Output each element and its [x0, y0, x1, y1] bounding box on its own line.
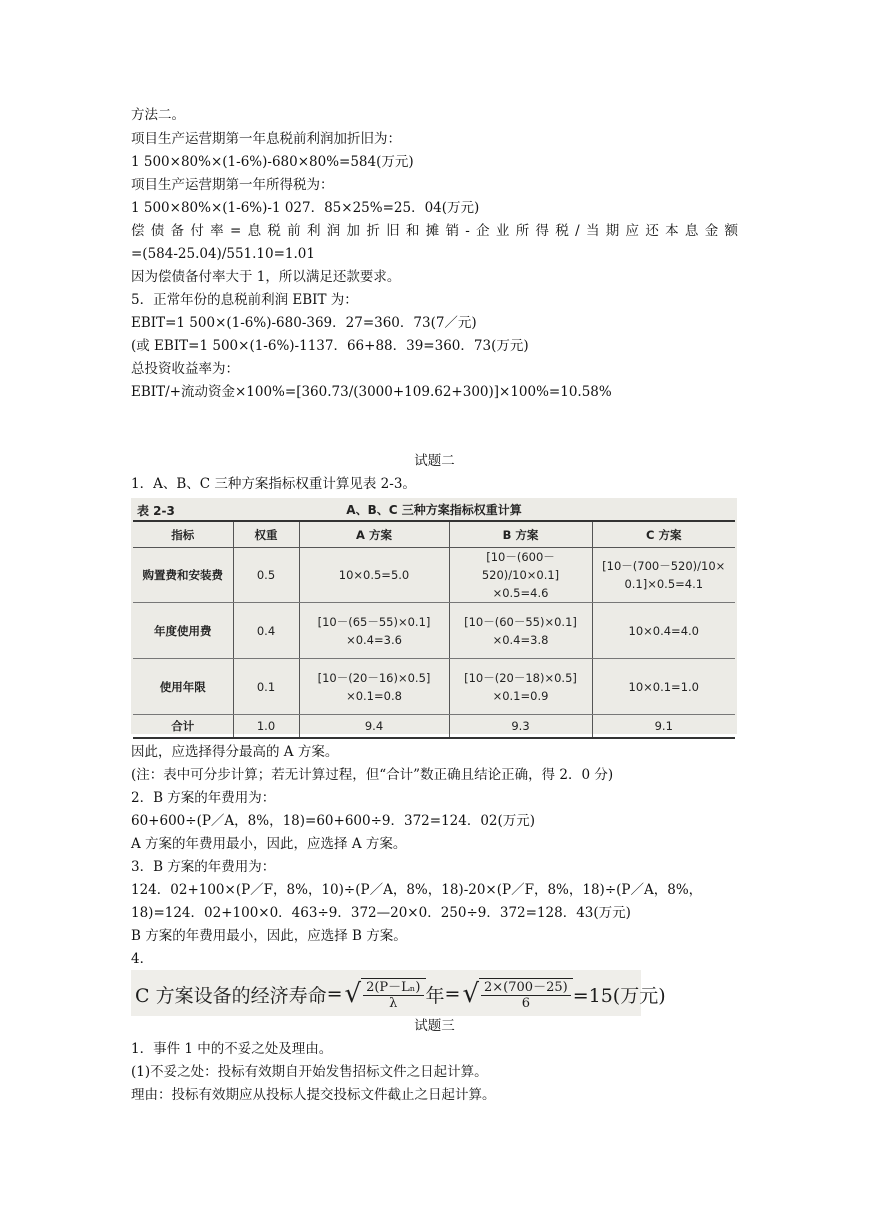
table-cell: [10－(20－16)×0.5] ×0.1=0.8	[299, 659, 449, 715]
text-line: 18)=124．02+100×0．463÷9．372—20×0．250÷9．372=128．43(万元)	[131, 905, 631, 921]
sqrt-icon: √	[344, 979, 362, 1009]
table-header-row	[133, 521, 735, 548]
table-caption: A、B、C 三种方案指标权重计算	[346, 503, 522, 517]
text-line: A 方案的年费用最小，因此，应选择 A 方案。	[131, 836, 407, 852]
formula-year: 年	[425, 984, 445, 1007]
row-label: 使用年限	[133, 659, 233, 715]
row-label: 合计	[133, 715, 233, 739]
table-cell: 9.4	[299, 715, 449, 739]
weight-table	[133, 520, 735, 739]
section-heading: 试题三	[414, 1018, 455, 1034]
text-line: B 方案的年费用最小，因此，应选择 B 方案。	[131, 928, 407, 944]
text-line: (注：表中可分步计算；若无计算过程，但“合计”数正确且结论正确，得 2．0 分)	[131, 767, 614, 783]
text-line: 5．正常年份的息税前利润 EBIT 为：	[131, 292, 358, 308]
table-cell: 10×0.5=5.0	[299, 548, 449, 603]
text-line: 1．A、B、C 三种方案指标权重计算见表 2-3。	[131, 476, 416, 492]
column-header: A 方案	[299, 521, 449, 548]
text-line: 偿债备付率=息税前利润加折旧和摊销-企业所得税/当期应还本息金额	[131, 223, 739, 239]
formula-lhs: C 方案设备的经济寿命	[135, 984, 327, 1007]
table-cell: [10－(700－520)/10× 0.1]×0.5=4.1	[592, 548, 735, 603]
text-line: 因为偿债备付率大于 1，所以满足还款要求。	[131, 269, 401, 285]
weight-cell: 0.1	[233, 659, 299, 715]
formula-denominator: 6	[521, 995, 530, 1011]
text-line: 124．02+100×(P／F，8%，10)÷(P／A，8%，18)-20×(P／F，8%，18)÷(P／A，8%，	[131, 882, 703, 898]
text-line: 项目生产运营期第一年所得税为：	[131, 177, 334, 193]
table-total-row	[133, 715, 735, 739]
formula-denominator: λ	[389, 995, 398, 1011]
table-cell: 9.1	[592, 715, 735, 739]
text-line: 总投资收益率为：	[131, 361, 239, 377]
column-header: 指标	[133, 521, 233, 548]
text-line: 4．	[131, 951, 154, 967]
column-header: 权重	[233, 521, 299, 548]
formula-numerator: 2(P－Lₙ)	[363, 980, 423, 996]
text-line: (或 EBIT=1 500×(1-6%)-1137．66+88．39=360．73(万元)	[131, 338, 529, 354]
weight-table-image	[131, 498, 737, 734]
weight-cell: 1.0	[233, 715, 299, 739]
text-line: 1 500×80%×(1-6%)-1 027．85×25%=25．04(万元)	[131, 200, 480, 216]
weight-cell: 0.4	[233, 603, 299, 659]
row-label: 购置费和安装费	[133, 548, 233, 603]
table-cell: 10×0.4=4.0	[592, 603, 735, 659]
formula-numerator: 2×(700－25)	[481, 980, 571, 996]
text-line: 2．B 方案的年费用为：	[131, 790, 276, 806]
formula: C 方案设备的经济寿命 = √ $\frac{\text{2(P－Lₙ)}}{\lambda}$ 年 = √ $\frac{2\times(700-25)}{6}$ =15(万元)	[135, 979, 666, 1011]
text-line: (1)不妥之处：投标有效期自开始发售招标文件之日起计算。	[131, 1064, 488, 1080]
sqrt-icon: √	[462, 979, 480, 1009]
table-cell: 9.3	[449, 715, 592, 739]
section-heading: 试题二	[414, 453, 455, 469]
text-line: EBIT/+流动资金×100%=[360.73/(3000+109.62+300)]×100%=10.58%	[131, 384, 612, 400]
table-row	[133, 603, 735, 659]
text-line: 1．事件 1 中的不妥之处及理由。	[131, 1041, 333, 1057]
text-line: 1 500×80%×(1-6%)-680×80%=584(万元)	[131, 154, 414, 170]
table-number: 表 2-3	[137, 504, 175, 518]
economic-life-formula-image	[131, 970, 666, 1016]
formula-result: =15(万元)	[572, 984, 666, 1007]
table-row	[133, 548, 735, 603]
text-line: 理由：投标有效期应从投标人提交投标文件截止之日起计算。	[131, 1087, 496, 1103]
text-line: 因此，应选择得分最高的 A 方案。	[131, 744, 339, 760]
text-line: 项目生产运营期第一年息税前利润加折旧为：	[131, 131, 401, 147]
table-cell: 10×0.1=1.0	[592, 659, 735, 715]
table-cell: [10－(600－520)/10×0.1] ×0.5=4.6	[449, 548, 592, 603]
column-header: C 方案	[592, 521, 735, 548]
table-row	[133, 659, 735, 715]
row-label: 年度使用费	[133, 603, 233, 659]
table-cell: [10－(20－18)×0.5] ×0.1=0.9	[449, 659, 592, 715]
weight-cell: 0.5	[233, 548, 299, 603]
table-cell: [10－(65－55)×0.1] ×0.4=3.6	[299, 603, 449, 659]
text-line: 3．B 方案的年费用为：	[131, 859, 276, 875]
text-line: EBIT=1 500×(1-6%)-680-369．27=360．73(7／元)	[131, 315, 477, 331]
text-line: =(584-25.04)/551.10=1.01	[131, 246, 315, 262]
table-cell: [10－(60－55)×0.1] ×0.4=3.8	[449, 603, 592, 659]
text-line: 方法二。	[131, 107, 185, 123]
text-line: 60+600÷(P／A，8%，18)=60+600÷9．372=124．02(万元)	[131, 813, 536, 829]
column-header: B 方案	[449, 521, 592, 548]
